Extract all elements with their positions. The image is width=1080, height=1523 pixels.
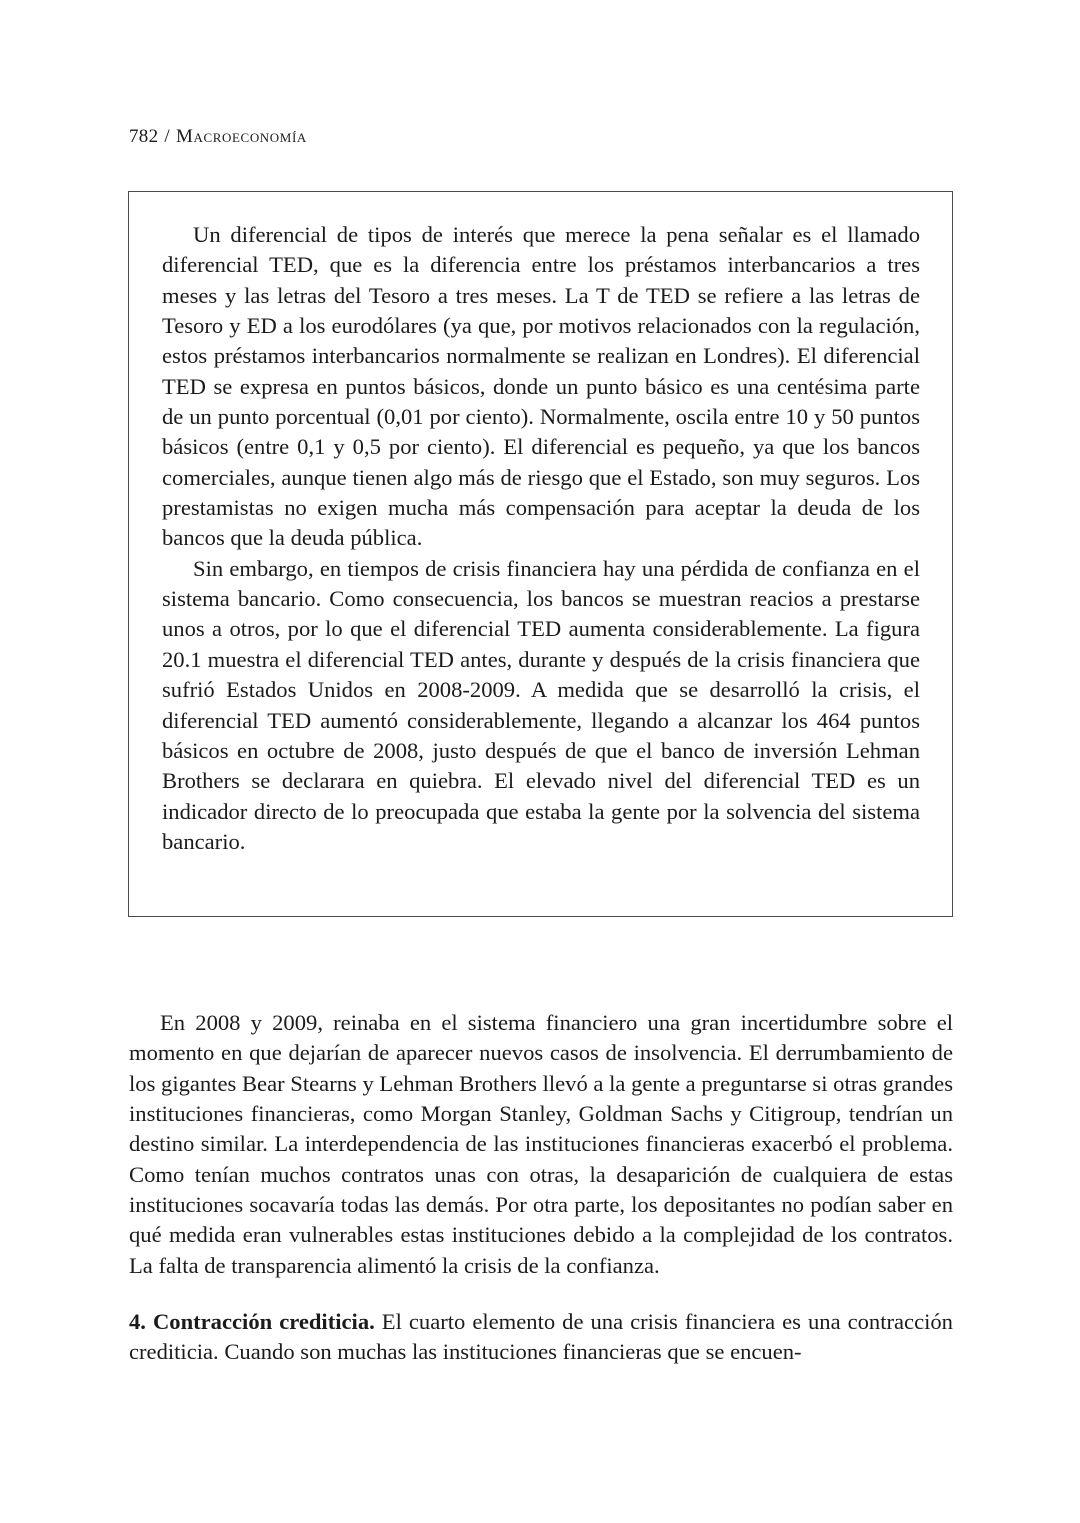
box-paragraph: Sin embargo, en tiempos de crisis financiera hay una pérdida de confianza en el sistema bancario. Como consecuencia, los bancos se muestran reacios a prestarse unos a otros, por lo que el diferencial TED aumenta considerablemente. La figura 20.1 muestra el diferencial TED antes, durante y después de la crisis financiera que sufrió Estados Unidos en 2008-2009. A medida que se desarrolló la crisis, el diferencial TED aumentó considerablemente, llegando a alcanzar los 464 puntos básicos en octubre de 2008, justo después de que el banco de inversión Lehman Brothers se declarara en quiebra. El elevado nivel del diferencial TED es un indicador directo de lo preocupada que estaba la gente por la solvencia del sistema bancario. (162, 555, 920, 854)
ted-spread-box (128, 191, 953, 917)
box-paragraph: Un diferencial de tipos de interés que merece la pena señalar es el llamado diferencial TED, que es la diferencia entre los préstamos interbancarios a tres meses y las letras del Tesoro a tres meses. La T de TED se refiere a las letras de Tesoro y ED a los eurodólares (ya que, por motivos relacionados con la regulación, estos préstamos interbancarios normalmente se realizan en Londres). El diferencial TED se expresa en puntos básicos, donde un punto básico es una centésima parte de un punto porcentual (0,01 por ciento). Normalmente, oscila entre 10 y 50 puntos básicos (entre 0,1 y 0,5 por ciento). El diferencial es pequeño, ya que los bancos comerciales, aunque tienen algo más de riesgo que el Estado, son muy seguros. Los prestamistas no exigen mucha más compensación para aceptar la deuda de los bancos que la deuda pública. (162, 222, 920, 551)
page-number: 782 (129, 126, 159, 147)
section-heading: 4. Contracción crediticia. (129, 1309, 375, 1335)
body-text (129, 1008, 953, 1368)
section-title: Macroeconomía (176, 126, 307, 147)
numbered-paragraph (129, 1307, 953, 1368)
body-paragraph: En 2008 y 2009, reinaba en el sistema financiero una gran incertidumbre sobre el momento en que dejarían de aparecer nuevos casos de insolvencia. El derrumbamiento de los gigantes Bear Stearns y Lehman Brothers llevó a la gente a preguntarse si otras grandes instituciones financieras, como Morgan Stanley, Goldman Sachs y Citigroup, tendrían un destino similar. La interdependencia de las instituciones financieras exacerbó el problema. Como tenían muchos contratos unas con otras, la desaparición de cualquiera de estas instituciones socavaría todas las demás. Por otra parte, los depositantes no podían saber en qué medida eran vulnerables estas instituciones debido a la complejidad de los contratos. La falta de transparencia alimentó la crisis de la confianza. (129, 1010, 953, 1278)
running-head (129, 126, 307, 148)
header-separator: / (164, 126, 170, 147)
section-text: El cuarto elemento de una crisis financiera es una contracción crediticia. Cuando son muchas las instituciones financieras que se encuen- (129, 1309, 953, 1365)
